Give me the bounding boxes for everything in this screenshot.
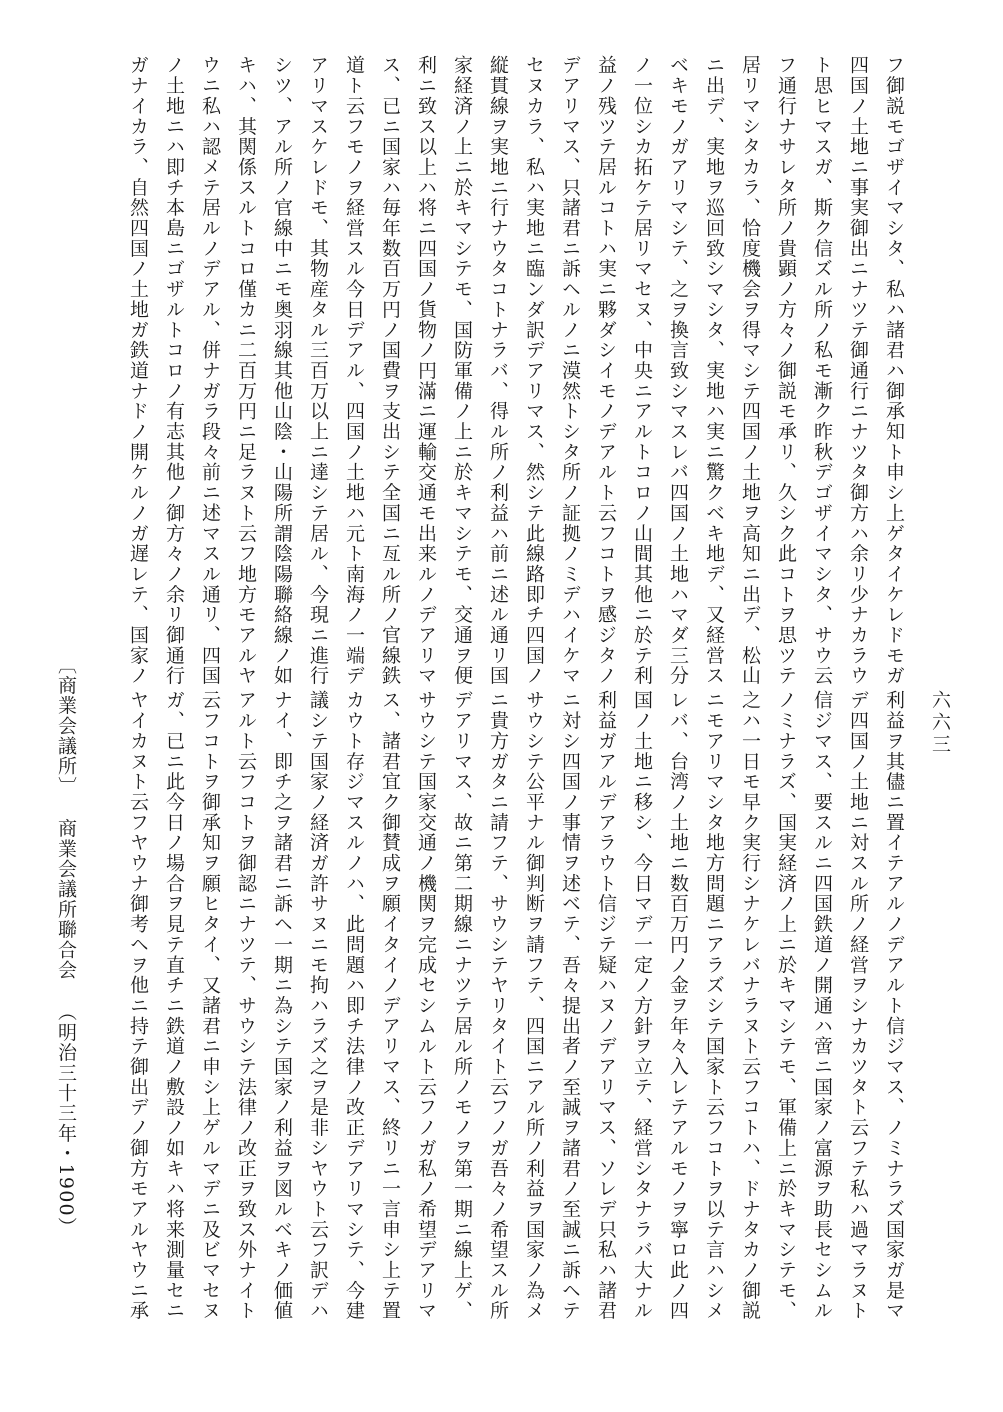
text-column: ナイ、即チ之ヲ諸君ニ訴ヘ一期ニ為シテ国家ノ利益ヲ図ルベキノ価値 bbox=[271, 690, 293, 1321]
footer-date: （明治三十三年・1900） bbox=[55, 1002, 77, 1237]
text-column: 信ジマス、要スルニ四国鉄道ノ開通ハ啻ニ国家ノ富源ヲ助長セシムル bbox=[811, 690, 833, 1321]
text-column: 議シテ国家ノ経済ガ許サヌニモ拘ハラズ之ヲ是非シヤウト云フ訳デハ bbox=[307, 690, 329, 1321]
running-footer bbox=[56, 655, 75, 1237]
text-column: ガナイカラ、自然四国ノ土地ガ鉄道ナドノ開ケルノガ遅レテ、国家ノ bbox=[127, 55, 149, 686]
text-column: アルト云フコトヲ御認ニナツテ、サウシテ法律ノ改正ヲ致ス外ナイト bbox=[235, 690, 257, 1321]
text-column: サウシテ国家交通ノ機関ヲ完成セシムルト云フノガ私ノ希望デアリマ bbox=[415, 690, 437, 1321]
text-column: 利ニ致ス以上ハ将ニ四国ノ貨物ノ円滿ニ運輸交通モ出来ルノデアリマ bbox=[415, 55, 437, 686]
text-column: デ四国ノ土地ニ対スル所ノ経営ヲシナカツタト云フテ私ハ過マラヌト bbox=[847, 690, 869, 1321]
text-column: 四国ノ土地ニ事実御出ニナツテ御通行ニナツタ御方ハ余リ少ナカラウ bbox=[847, 55, 869, 686]
text-column: ベキモノガアリマシテ、之ヲ換言致シマスレバ四国ノ土地ハマダ三分 bbox=[667, 55, 689, 686]
text-column: アリマスケレドモ、其物産タル三百万以上ニ達シテ居ル、今現ニ進行 bbox=[307, 55, 329, 686]
text-column: 居リマシタカラ、恰度機会ヲ得マシテ四国ノ土地ヲ高知ニ出デ、松山 bbox=[739, 55, 761, 686]
text-column: 国ノ土地ニ移シ、今日マデ一定ノ方針ヲ立テ、経営シタナラバ大ナル bbox=[631, 690, 653, 1321]
text-column: ト思ヒマスガ、斯ク信ズル所ノ私モ漸ク昨秋デゴザイマシタ、サウ云 bbox=[811, 55, 833, 686]
text-column: カウト存ジマスルノハ、此問題ハ即チ法律ノ改正デアリマシテ、今建 bbox=[343, 690, 365, 1321]
text-column: フ御説モゴザイマシタ、私ハ諸君ハ御承知ト申シ上ゲタイケレドモガ bbox=[883, 55, 905, 686]
text-column: ノ一位シカ拓ケテ居リマセヌ、中央ニアルトコロノ山間其他ニ於テ利 bbox=[631, 55, 653, 686]
text-column: ニ出デ、実地ヲ巡回致シマシタ、実地ハ実ニ驚クベキ地デ、又経営ス bbox=[703, 55, 725, 686]
text-column: 縦貫線ヲ実地ニ行ナウタコトナラバ、得ル所ノ利益ハ前ニ述ル通リ国 bbox=[487, 55, 509, 686]
text-column: 利益ヲ其儘ニ置イテアルノデアルト信ジマス、ノミナラズ国家ガ是マ bbox=[883, 690, 905, 1321]
text-column: 家経済ノ上ニ於キマシテモ、国防軍備ノ上ニ於キマシテモ、交通ヲ便 bbox=[451, 55, 473, 686]
text-column: 之ハ一日モ早ク実行シナケレバナラヌト云フコトハ、ドナタカノ御説 bbox=[739, 690, 761, 1321]
text-column: フ通行ナサレタ所ノ貴顕ノ方々ノ御説モ承リ、久シク此コトヲ思ツテ bbox=[775, 55, 797, 686]
footer-bracket-label: 〔商業会議所〕 bbox=[55, 655, 77, 797]
text-column: 云フコトヲ御承知ヲ願ヒタイ、又諸君ニ申シ上ゲルマデニ及ビマセヌ bbox=[199, 690, 221, 1321]
text-column: セヌカラ、私ハ実地ニ臨ンダ訳デアリマス、然シテ此線路即チ四国ノ bbox=[523, 55, 545, 686]
text-column: 益ノ残ツテ居ルコトハ実ニ夥ダシイモノデアルト云フコトヲ感ジタノ bbox=[595, 55, 617, 686]
text-column: ヤイカヌト云フヤウナ御考ヘヲ他ニ持テ御出デノ御方モアルヤウニ承 bbox=[127, 690, 149, 1321]
text-column: 道ト云フモノヲ経営スル今日デアル、四国ノ土地ハ元ト南海ノ一端デ bbox=[343, 55, 365, 686]
text-column: サウシテ公平ナル御判断ヲ請フテ、四国ニアル所ノ利益ヲ国家ノ為メ bbox=[523, 690, 545, 1321]
text-column: ウニ私ハ認メテ居ルノデアル、併ナガラ段々前ニ述マスル通リ、四国 bbox=[199, 55, 221, 686]
text-column: キハ、其関係スルトコロ僅カニ二百万円ニ足ラヌト云フ地方モアルヤ bbox=[235, 55, 257, 686]
text-column: ニ貴方ガタニ請フテ、サウシテヤリタイト云フノガ吾々ノ希望スル所 bbox=[487, 690, 509, 1321]
text-column: レバ、台湾ノ土地ニ数百万円ノ金ヲ年々入レテアルモノヲ寧ロ此ノ四 bbox=[667, 690, 689, 1321]
text-column: ノ土地ニハ即チ本島ニゴザルトコロノ有志其他ノ御方々ノ余リ御通行 bbox=[163, 55, 185, 686]
text-column: シツ、アル所ノ官線中ニモ奥羽線其他山陰・山陽所謂陰陽聯絡線ノ如 bbox=[271, 55, 293, 686]
text-column: ニ対シ四国ノ事情ヲ述ベテ、吾々提出者ノ至誠ヲ諸君ノ至誠ニ訴ヘテ bbox=[559, 690, 581, 1321]
page-number: 六六三 bbox=[929, 690, 951, 756]
footer-organization: 商業会議所聯合会 bbox=[55, 818, 77, 981]
text-column: ノミナラズ、国実経済ノ上ニ於キマシテモ、軍備上ニ於キマシテモ、 bbox=[775, 690, 797, 1321]
text-column: 利益ガアルデアラウト信ジテ疑ハヌノデアリマス、ソレデ只私ハ諸君 bbox=[595, 690, 617, 1321]
text-column: ス、諸君宜ク御賛成ヲ願イタイノデアリマス、終リニ一言申シ上テ置 bbox=[379, 690, 401, 1321]
text-column: ニモアリマシタ地方問題ニアラズシテ国家ト云フコトヲ以テ言ハシメ bbox=[703, 690, 725, 1321]
text-column: ス、已ニ国家ハ毎年数百万円ノ国費ヲ支出シテ全国ニ亙ル所ノ官線鉄 bbox=[379, 55, 401, 686]
text-column: ガ、已ニ此今日ノ場合ヲ見テ直チニ鉄道ノ敷設ノ如キハ将来測量セニ bbox=[163, 690, 185, 1321]
text-column: デアリマス、故ニ第二期線ニナツテ居ル所ノモノヲ第一期ニ線上ゲ、 bbox=[451, 690, 473, 1321]
text-column: デアリマス、只諸君ニ訴ヘルノニ漠然トシタ所ノ証拠ノミデハイケマ bbox=[559, 55, 581, 686]
